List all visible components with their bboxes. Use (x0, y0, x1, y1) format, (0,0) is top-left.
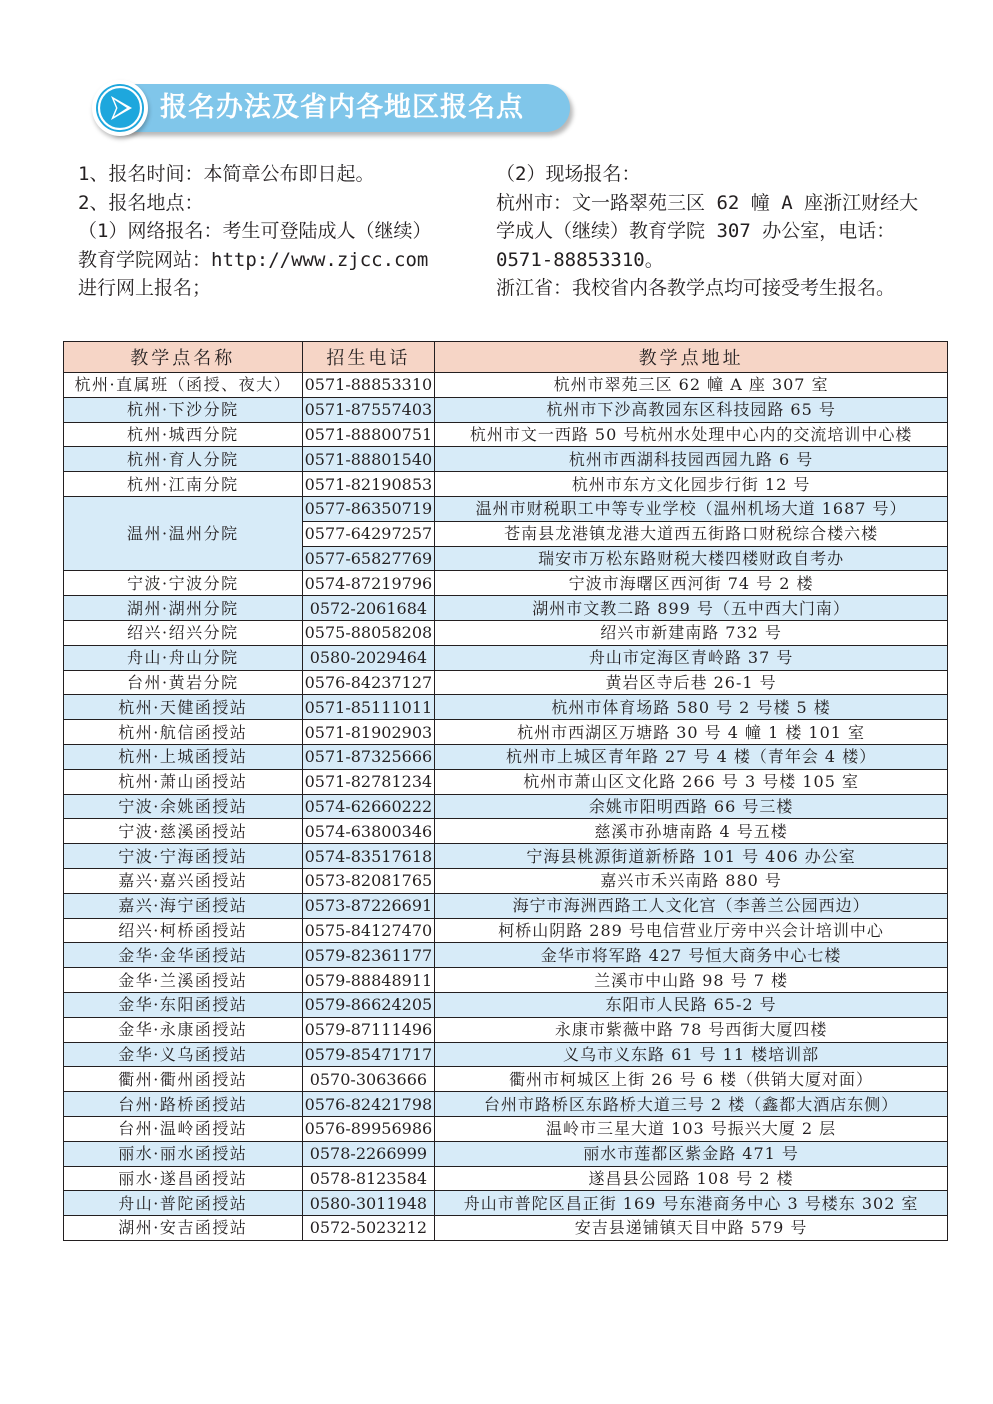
table-row (64, 794, 948, 819)
site-phone: 0571-82781234 (302, 769, 435, 794)
site-phone: 0571-87557403 (302, 397, 435, 422)
intro-right (496, 160, 918, 303)
table-row (64, 1216, 948, 1241)
table-row (64, 720, 948, 745)
table-row (64, 1166, 948, 1191)
site-phone: 0571-88853310 (302, 373, 435, 398)
site-address: 温岭市三星大道 103 号振兴大厦 2 层 (435, 1116, 948, 1141)
table-row (64, 1191, 948, 1216)
site-address: 舟山市普陀区昌正街 169 号东港商务中心 3 号楼东 302 室 (435, 1191, 948, 1216)
site-name: 杭州·航信函授站 (64, 720, 303, 745)
site-address: 杭州市上城区青年路 27 号 4 楼（青年会 4 楼） (435, 744, 948, 769)
site-phone: 0572-5023212 (302, 1216, 435, 1241)
site-address: 柯桥山阴路 289 号电信营业厅旁中兴会计培训中心 (435, 918, 948, 943)
table-row (64, 620, 948, 645)
intro-line: 进行网上报名； (78, 277, 212, 299)
intro-line: 2、报名地点： (78, 191, 204, 214)
site-address: 义乌市义东路 61 号 11 楼培训部 (435, 1042, 948, 1067)
intro-line: （2）现场报名： (496, 163, 641, 185)
site-name: 绍兴·柯桥函授站 (64, 918, 303, 943)
table-row (64, 744, 948, 769)
site-phone: 0580-2029464 (302, 645, 435, 670)
site-name: 湖州·湖州分院 (64, 596, 303, 621)
site-phone: 0574-83517618 (302, 844, 435, 869)
intro-left (78, 160, 431, 303)
site-phone: 0574-87219796 (302, 571, 435, 596)
site-name: 金华·永康函授站 (64, 1017, 303, 1042)
site-name: 金华·义乌函授站 (64, 1042, 303, 1067)
site-address: 宁海县桃源街道新桥路 101 号 406 办公室 (435, 844, 948, 869)
site-phone: 0576-84237127 (302, 670, 435, 695)
site-phone: 0571-81902903 (302, 720, 435, 745)
table-row (64, 695, 948, 720)
site-name: 宁波·宁波分院 (64, 571, 303, 596)
site-phone: 0580-3011948 (302, 1191, 435, 1216)
site-phone: 0578-2266999 (302, 1141, 435, 1166)
site-phone: 0571-82190853 (302, 472, 435, 497)
site-phone: 0579-87111496 (302, 1017, 435, 1042)
intro-line: 浙江省：我校省内各教学点均可接受考生报名。 (496, 277, 896, 299)
site-phone: 0572-2061684 (302, 596, 435, 621)
table-row (64, 373, 948, 398)
table-row (64, 571, 948, 596)
site-name: 杭州·下沙分院 (64, 397, 303, 422)
table-row (64, 472, 948, 497)
site-phone: 0574-62660222 (302, 794, 435, 819)
intro-line: 杭州市：文一路翠苑三区 62 幢 A 座浙江财经大 (496, 191, 919, 214)
site-address: 丽水市莲都区紫金路 471 号 (435, 1141, 948, 1166)
intro-line: 1、报名时间：本简章公布即日起。 (78, 163, 375, 185)
site-address: 杭州市下沙高教园东区科技园路 65 号 (435, 397, 948, 422)
site-phone: 0571-88801540 (302, 447, 435, 472)
site-name: 衢州·衢州函授站 (64, 1067, 303, 1092)
site-phone: 0570-3063666 (302, 1067, 435, 1092)
site-phone: 0577-86350719 (302, 496, 435, 521)
site-phone: 0571-88800751 (302, 422, 435, 447)
table-row (64, 1067, 948, 1092)
site-name: 台州·温岭函授站 (64, 1116, 303, 1141)
table-row (64, 819, 948, 844)
site-address: 安吉县递铺镇天目中路 579 号 (435, 1216, 948, 1241)
arrow-right-circle-icon (92, 80, 148, 136)
site-name: 杭州·上城函授站 (64, 744, 303, 769)
column-header-address: 教学点地址 (435, 342, 948, 373)
table-row (64, 893, 948, 918)
site-address: 遂昌县公园路 108 号 2 楼 (435, 1166, 948, 1191)
site-address: 东阳市人民路 65-2 号 (435, 992, 948, 1017)
site-address: 绍兴市新建南路 732 号 (435, 620, 948, 645)
site-address: 衢州市柯城区上街 26 号 6 楼（供销大厦对面） (435, 1067, 948, 1092)
site-phone: 0574-63800346 (302, 819, 435, 844)
table-row (64, 1017, 948, 1042)
section-banner (92, 80, 574, 136)
table-row (64, 992, 948, 1017)
site-phone: 0575-84127470 (302, 918, 435, 943)
site-name: 杭州·江南分院 (64, 472, 303, 497)
site-name: 温州·温州分院 (64, 496, 303, 570)
site-name: 丽水·丽水函授站 (64, 1141, 303, 1166)
site-address: 湖州市文教二路 899 号（五中西大门南） (435, 596, 948, 621)
intro-line-website: 教育学院网站：http://www.zjcc.com (78, 248, 429, 271)
site-address: 苍南县龙港镇龙港大道西五街路口财税综合楼六楼 (435, 521, 948, 546)
site-name: 台州·路桥函授站 (64, 1092, 303, 1117)
site-name: 杭州·育人分院 (64, 447, 303, 472)
site-address: 瑞安市万松东路财税大楼四楼财政自考办 (435, 546, 948, 571)
site-name: 杭州·城西分院 (64, 422, 303, 447)
table-row (64, 769, 948, 794)
table-row (64, 943, 948, 968)
intro-line-phone: 0571-88853310。 (496, 248, 664, 271)
table-row (64, 397, 948, 422)
section-title: 报名办法及省内各地区报名点 (160, 92, 524, 123)
site-name: 杭州·萧山函授站 (64, 769, 303, 794)
table-row (64, 496, 948, 521)
site-name: 舟山·普陀函授站 (64, 1191, 303, 1216)
table-row (64, 1116, 948, 1141)
sites-table (63, 341, 948, 1241)
table-row (64, 1092, 948, 1117)
column-header-phone: 招生电话 (302, 342, 435, 373)
site-phone: 0579-86624205 (302, 992, 435, 1017)
site-address: 杭州市文一西路 50 号杭州水处理中心内的交流培训中心楼 (435, 422, 948, 447)
site-address: 杭州市翠苑三区 62 幢 A 座 307 室 (435, 373, 948, 398)
site-address: 永康市紫薇中路 78 号西街大厦四楼 (435, 1017, 948, 1042)
site-name: 金华·兰溪函授站 (64, 968, 303, 993)
site-phone: 0571-87325666 (302, 744, 435, 769)
site-phone: 0579-88848911 (302, 968, 435, 993)
site-address: 舟山市定海区青岭路 37 号 (435, 645, 948, 670)
site-address: 慈溪市孙塘南路 4 号五楼 (435, 819, 948, 844)
table-row (64, 422, 948, 447)
site-address: 嘉兴市禾兴南路 880 号 (435, 868, 948, 893)
table-row (64, 645, 948, 670)
site-name: 宁波·慈溪函授站 (64, 819, 303, 844)
intro-line: （1）网络报名：考生可登陆成人（继续） (78, 220, 432, 242)
site-name: 宁波·宁海函授站 (64, 844, 303, 869)
site-name: 台州·黄岩分院 (64, 670, 303, 695)
site-name: 湖州·安吉函授站 (64, 1216, 303, 1241)
table-row (64, 447, 948, 472)
site-address: 杭州市体育场路 580 号 2 号楼 5 楼 (435, 695, 948, 720)
site-address: 温州市财税职工中等专业学校（温州机场大道 1687 号） (435, 496, 948, 521)
table-row (64, 918, 948, 943)
site-phone: 0578-8123584 (302, 1166, 435, 1191)
intro-line: 学成人（继续）教育学院 307 办公室，电话： (496, 220, 896, 242)
table-row (64, 596, 948, 621)
table-row (64, 670, 948, 695)
site-address: 海宁市海洲西路工人文化宫（李善兰公园西边） (435, 893, 948, 918)
site-name: 金华·东阳函授站 (64, 992, 303, 1017)
site-address: 杭州市萧山区文化路 266 号 3 号楼 105 室 (435, 769, 948, 794)
table-row (64, 1042, 948, 1067)
site-name: 嘉兴·嘉兴函授站 (64, 868, 303, 893)
site-address: 余姚市阳明西路 66 号三楼 (435, 794, 948, 819)
site-name: 嘉兴·海宁函授站 (64, 893, 303, 918)
site-address: 杭州市西湖科技园西园九路 6 号 (435, 447, 948, 472)
site-phone: 0576-82421798 (302, 1092, 435, 1117)
site-address: 杭州市东方文化园步行街 12 号 (435, 472, 948, 497)
table-body (64, 373, 948, 1241)
site-phone: 0573-87226691 (302, 893, 435, 918)
table-row (64, 968, 948, 993)
site-name: 丽水·遂昌函授站 (64, 1166, 303, 1191)
table-header-row (64, 342, 948, 373)
site-address: 台州市路桥区东路桥大道三号 2 楼（鑫都大酒店东侧） (435, 1092, 948, 1117)
site-address: 金华市将军路 427 号恒大商务中心七楼 (435, 943, 948, 968)
table-row (64, 868, 948, 893)
site-name: 杭州·直属班（函授、夜大） (64, 373, 303, 398)
site-address: 杭州市西湖区万塘路 30 号 4 幢 1 楼 101 室 (435, 720, 948, 745)
site-phone: 0575-88058208 (302, 620, 435, 645)
site-name: 舟山·舟山分院 (64, 645, 303, 670)
site-phone: 0571-85111011 (302, 695, 435, 720)
site-address: 兰溪市中山路 98 号 7 楼 (435, 968, 948, 993)
column-header-name: 教学点名称 (64, 342, 303, 373)
site-phone: 0579-82361177 (302, 943, 435, 968)
site-phone: 0576-89956986 (302, 1116, 435, 1141)
site-phone: 0577-65827769 (302, 546, 435, 571)
site-name: 宁波·余姚函授站 (64, 794, 303, 819)
site-address: 宁波市海曙区西河街 74 号 2 楼 (435, 571, 948, 596)
site-phone: 0573-82081765 (302, 868, 435, 893)
site-address: 黄岩区寺后巷 26-1 号 (435, 670, 948, 695)
site-name: 杭州·天健函授站 (64, 695, 303, 720)
site-phone: 0579-85471717 (302, 1042, 435, 1067)
table-row (64, 844, 948, 869)
table-row (64, 1141, 948, 1166)
site-name: 金华·金华函授站 (64, 943, 303, 968)
site-name: 绍兴·绍兴分院 (64, 620, 303, 645)
site-phone: 0577-64297257 (302, 521, 435, 546)
